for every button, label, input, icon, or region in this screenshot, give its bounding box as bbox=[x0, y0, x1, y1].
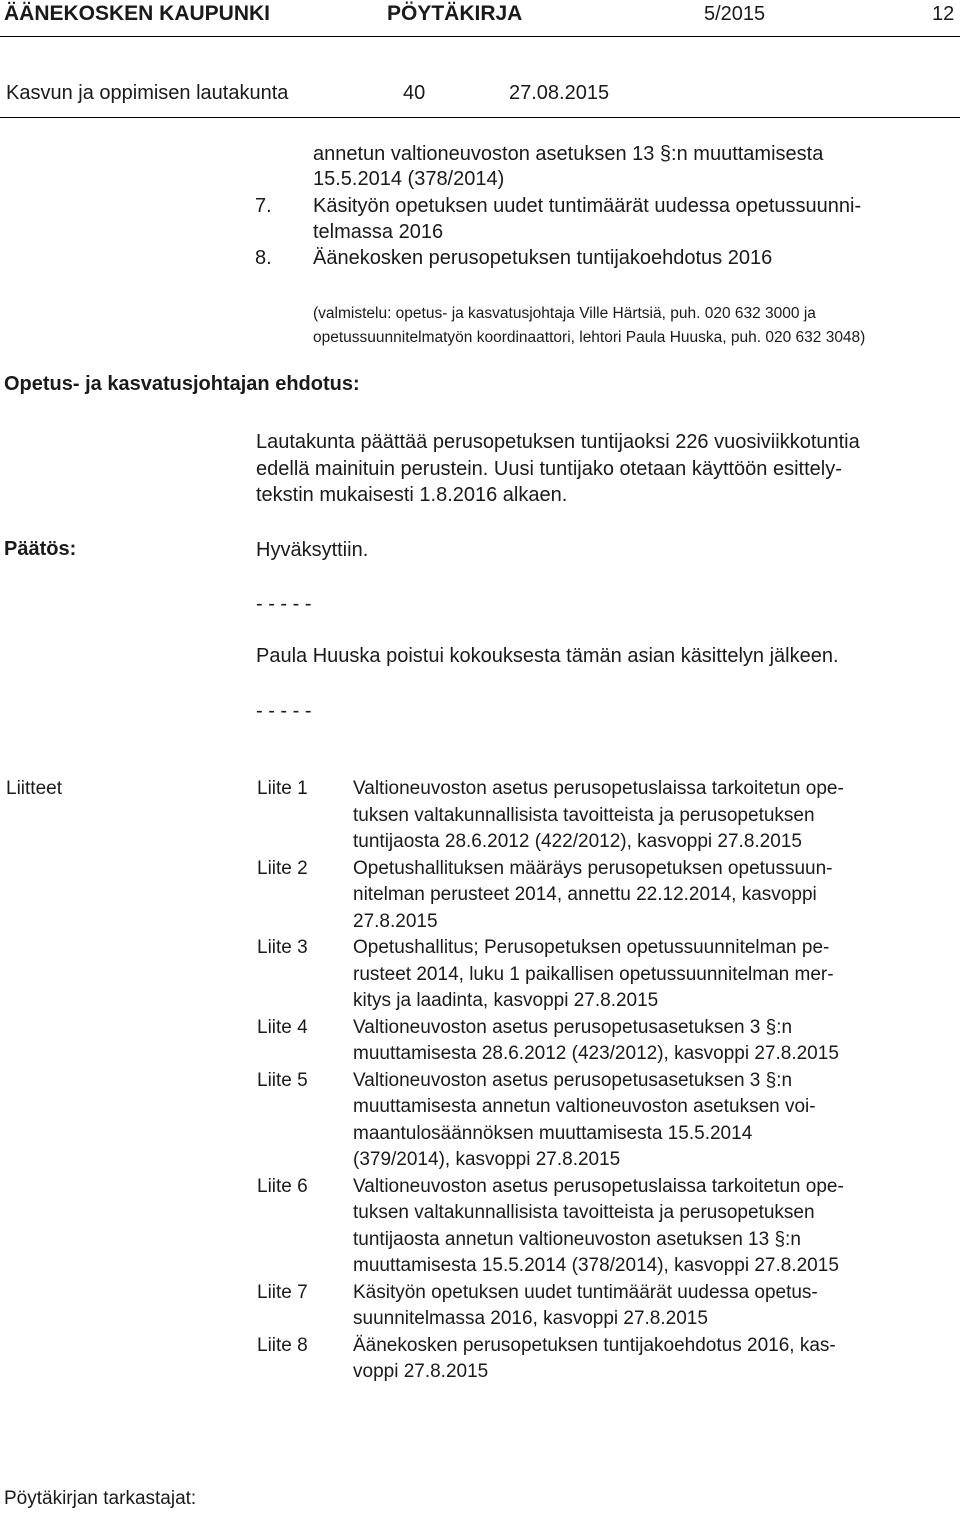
decision-heading: Päätös: bbox=[4, 538, 77, 560]
separator: - - - - - bbox=[256, 700, 312, 722]
list-continuation-line: annetun valtioneuvoston asetuksen 13 §:n muuttamisesta bbox=[313, 143, 824, 165]
attachment-description-line: kitys ja laadinta, kasvoppi 27.8.2015 bbox=[353, 990, 659, 1011]
header-bottom-rule bbox=[0, 117, 960, 118]
committee-name: Kasvun ja oppimisen lautakunta bbox=[6, 82, 289, 104]
proposal-heading: Opetus- ja kasvatusjohtajan ehdotus: bbox=[4, 373, 360, 395]
reviewers-label: Pöytäkirjan tarkastajat: bbox=[4, 1488, 197, 1509]
attachment-description-line: tuksen valtakunnallisista tavoitteista ja perusopetuksen bbox=[353, 804, 815, 826]
attachment-description bbox=[353, 1280, 818, 1333]
attachment-description-line: muuttamisesta 15.5.2014 (378/2014), kasvoppi 27.8.2015 bbox=[353, 1255, 839, 1276]
attachment-description-line: tuntijaosta 28.6.2012 (422/2012), kasvoppi 27.8.2015 bbox=[353, 831, 802, 852]
attachment-label: Liite 2 bbox=[257, 857, 308, 879]
document-number: 5/2015 bbox=[704, 3, 766, 25]
attachment-description-line: Valtioneuvoston asetus perusopetuslaissa tarkoitetun ope- bbox=[353, 778, 844, 799]
attachment-description-line: maantulosäännöksen muuttamisesta 15.5.2014 bbox=[353, 1122, 753, 1144]
list-item-number: 8. bbox=[255, 247, 272, 269]
attachments-heading: Liitteet bbox=[6, 778, 62, 799]
decision-text: Hyväksyttiin. bbox=[256, 539, 369, 561]
attachment-description-line: rusteet 2014, luku 1 paikallisen opetussuunnitelman mer- bbox=[353, 963, 834, 985]
attachment-label: Liite 6 bbox=[257, 1175, 308, 1197]
attachment-description-line: 27.8.2015 bbox=[353, 910, 438, 932]
attachment-description-line: nitelman perusteet 2014, annettu 22.12.2014, kasvoppi bbox=[353, 884, 817, 905]
attachment-label: Liite 3 bbox=[257, 937, 308, 958]
attachment-description bbox=[353, 1333, 836, 1386]
attachment-description-line: Valtioneuvoston asetus perusopetuslaissa tarkoitetun ope- bbox=[353, 1175, 844, 1197]
list-continuation-line: 15.5.2014 (378/2014) bbox=[313, 168, 505, 190]
list-item-number: 7. bbox=[255, 195, 272, 217]
preparation-note-line: opetussuunnitelmatyön koordinaattori, lehtori Paula Huuska, puh. 020 632 3048) bbox=[313, 329, 866, 346]
page-number: 12 bbox=[932, 3, 955, 25]
meeting-date: 27.08.2015 bbox=[509, 82, 610, 104]
separator: - - - - - bbox=[256, 593, 312, 615]
proposal-text-line: tekstin mukaisesti 1.8.2016 alkaen. bbox=[256, 484, 568, 506]
attachment-description bbox=[353, 856, 833, 936]
attachment-description-line: Käsityön opetuksen uudet tuntimäärät uudessa opetus- bbox=[353, 1281, 818, 1303]
decision-note: Paula Huuska poistui kokouksesta tämän asian käsittelyn jälkeen. bbox=[256, 645, 839, 667]
attachment-label: Liite 7 bbox=[257, 1281, 308, 1303]
attachment-description-line: muuttamisesta annetun valtioneuvoston asetuksen voi- bbox=[353, 1096, 816, 1117]
proposal-text-line: edellä mainituin perustein. Uusi tuntijako otetaan käyttöön esittely- bbox=[256, 458, 842, 480]
attachment-description-line: tuksen valtakunnallisista tavoitteista ja perusopetuksen bbox=[353, 1202, 815, 1223]
list-item-text: telmassa 2016 bbox=[313, 221, 444, 243]
attachment-description bbox=[353, 1174, 844, 1280]
attachment-description bbox=[353, 935, 834, 1015]
preparation-note-line: (valmistelu: opetus- ja kasvatusjohtaja Ville Härtsiä, puh. 020 632 3000 ja bbox=[313, 305, 816, 322]
attachment-description-line: Valtioneuvoston asetus perusopetusasetuksen 3 §:n bbox=[353, 1069, 793, 1091]
attachment-description-line: muuttamisesta 28.6.2012 (423/2012), kasvoppi 27.8.2015 bbox=[353, 1043, 839, 1064]
attachment-description-line: voppi 27.8.2015 bbox=[353, 1361, 489, 1382]
proposal-text-line: Lautakunta päättää perusopetuksen tuntijaoksi 226 vuosiviikkotuntia bbox=[256, 431, 860, 453]
attachment-description-line: suunnitelmassa 2016, kasvoppi 27.8.2015 bbox=[353, 1308, 708, 1329]
attachment-label: Liite 1 bbox=[257, 778, 308, 799]
attachment-description-line: Opetushallitus; Perusopetuksen opetussuunnitelman pe- bbox=[353, 937, 830, 958]
list-item-text: Käsityön opetuksen uudet tuntimäärät uudessa opetussuunni- bbox=[313, 195, 862, 217]
attachment-description bbox=[353, 1068, 816, 1174]
attachment-description-line: Opetushallituksen määräys perusopetuksen opetussuun- bbox=[353, 857, 833, 879]
attachment-label: Liite 8 bbox=[257, 1334, 308, 1356]
attachment-description-line: (379/2014), kasvoppi 27.8.2015 bbox=[353, 1149, 621, 1170]
header-top-rule bbox=[0, 36, 960, 37]
document-type: PÖYTÄKIRJA bbox=[387, 2, 523, 25]
attachment-description-line: tuntijaosta annetun valtioneuvoston asetuksen 13 §:n bbox=[353, 1228, 801, 1250]
attachment-label: Liite 5 bbox=[257, 1069, 308, 1091]
organization-name: ÄÄNEKOSKEN KAUPUNKI bbox=[4, 2, 271, 25]
attachment-label: Liite 4 bbox=[257, 1016, 308, 1038]
attachment-description bbox=[353, 776, 844, 856]
section-number: 40 bbox=[403, 82, 426, 104]
attachment-description-line: Äänekosken perusopetuksen tuntijakoehdotus 2016, kas- bbox=[353, 1334, 836, 1356]
list-item-text: Äänekosken perusopetuksen tuntijakoehdotus 2016 bbox=[313, 247, 773, 269]
attachment-description-line: Valtioneuvoston asetus perusopetusasetuksen 3 §:n bbox=[353, 1016, 793, 1038]
attachment-description bbox=[353, 1015, 839, 1068]
